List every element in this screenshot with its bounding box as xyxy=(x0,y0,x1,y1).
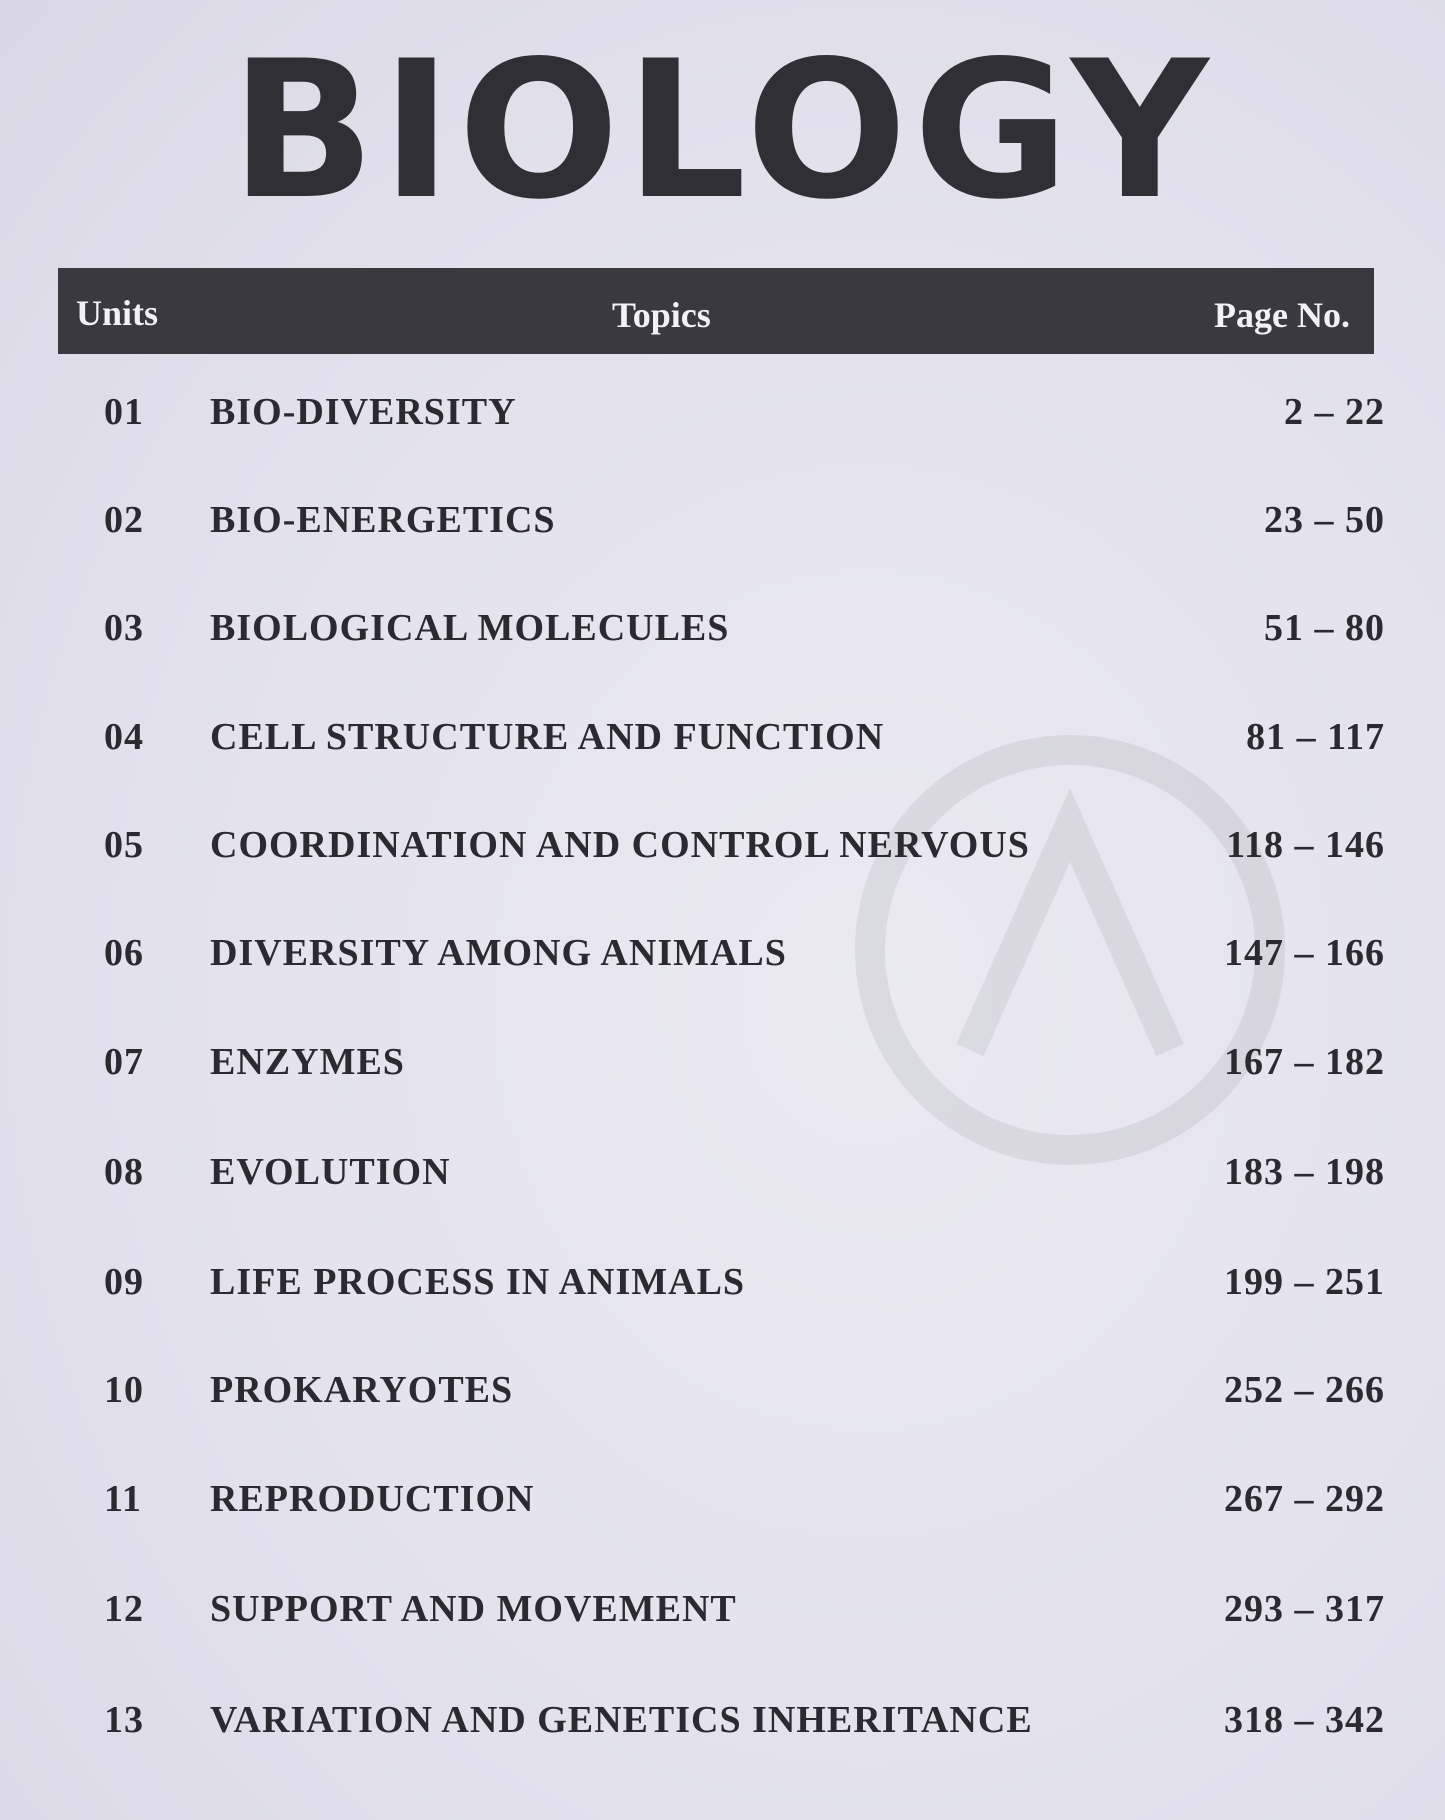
page-range: 267 – 292 xyxy=(1224,1478,1385,1520)
table-row xyxy=(0,823,1445,883)
topic-title: CELL STRUCTURE AND FUNCTION xyxy=(210,716,885,758)
table-row xyxy=(0,1587,1445,1647)
unit-number: 04 xyxy=(104,716,144,758)
page-range: 51 – 80 xyxy=(1264,607,1385,649)
unit-number: 11 xyxy=(104,1478,142,1520)
table-row xyxy=(0,1150,1445,1210)
topic-title: VARIATION AND GENETICS INHERITANCE xyxy=(210,1699,1033,1741)
header-units: Units xyxy=(76,293,159,333)
unit-number: 03 xyxy=(104,607,144,649)
topic-title: BIOLOGICAL MOLECULES xyxy=(210,607,730,649)
unit-number: 08 xyxy=(104,1151,144,1193)
table-header xyxy=(58,268,1374,354)
unit-number: 02 xyxy=(104,499,144,541)
topic-title: PROKARYOTES xyxy=(210,1369,514,1411)
title-block xyxy=(0,20,1445,241)
unit-number: 01 xyxy=(104,391,144,433)
page-range: 293 – 317 xyxy=(1224,1588,1385,1630)
table-row xyxy=(0,1040,1445,1100)
topic-title: LIFE PROCESS IN ANIMALS xyxy=(210,1261,746,1303)
unit-number: 07 xyxy=(104,1041,144,1083)
header-page-no: Page No. xyxy=(1214,295,1350,335)
unit-number: 12 xyxy=(104,1588,144,1630)
page-title: BIOLOGY xyxy=(230,20,1215,241)
topic-title: DIVERSITY AMONG ANIMALS xyxy=(210,932,787,974)
table-row xyxy=(0,1477,1445,1537)
topic-title: BIO-ENERGETICS xyxy=(210,499,556,541)
unit-number: 13 xyxy=(104,1699,144,1741)
unit-number: 06 xyxy=(104,932,144,974)
page-range: 167 – 182 xyxy=(1224,1041,1385,1083)
table-row xyxy=(0,498,1445,558)
table-row xyxy=(0,715,1445,775)
table-row xyxy=(0,606,1445,666)
page-range: 252 – 266 xyxy=(1224,1369,1385,1411)
unit-number: 09 xyxy=(104,1261,144,1303)
unit-number: 05 xyxy=(104,824,144,866)
page-range: 2 – 22 xyxy=(1284,391,1385,433)
unit-number: 10 xyxy=(104,1369,144,1411)
topic-title: BIO-DIVERSITY xyxy=(210,391,517,433)
page-range: 199 – 251 xyxy=(1224,1261,1385,1303)
table-row xyxy=(0,1368,1445,1428)
table-row xyxy=(0,390,1445,450)
page-range: 118 – 146 xyxy=(1226,824,1385,866)
topic-title: COORDINATION AND CONTROL NERVOUS xyxy=(210,824,1030,866)
header-topics: Topics xyxy=(612,295,711,335)
page-range: 318 – 342 xyxy=(1224,1699,1385,1741)
page-range: 81 – 117 xyxy=(1246,716,1385,758)
topic-title: SUPPORT AND MOVEMENT xyxy=(210,1588,737,1630)
page-range: 23 – 50 xyxy=(1264,499,1385,541)
table-row xyxy=(0,931,1445,991)
table-row xyxy=(0,1698,1445,1758)
page-range: 183 – 198 xyxy=(1224,1151,1385,1193)
topic-title: REPRODUCTION xyxy=(210,1478,535,1520)
topic-title: ENZYMES xyxy=(210,1041,405,1083)
table-row xyxy=(0,1260,1445,1320)
page-range: 147 – 166 xyxy=(1224,932,1385,974)
topic-title: EVOLUTION xyxy=(210,1151,451,1193)
